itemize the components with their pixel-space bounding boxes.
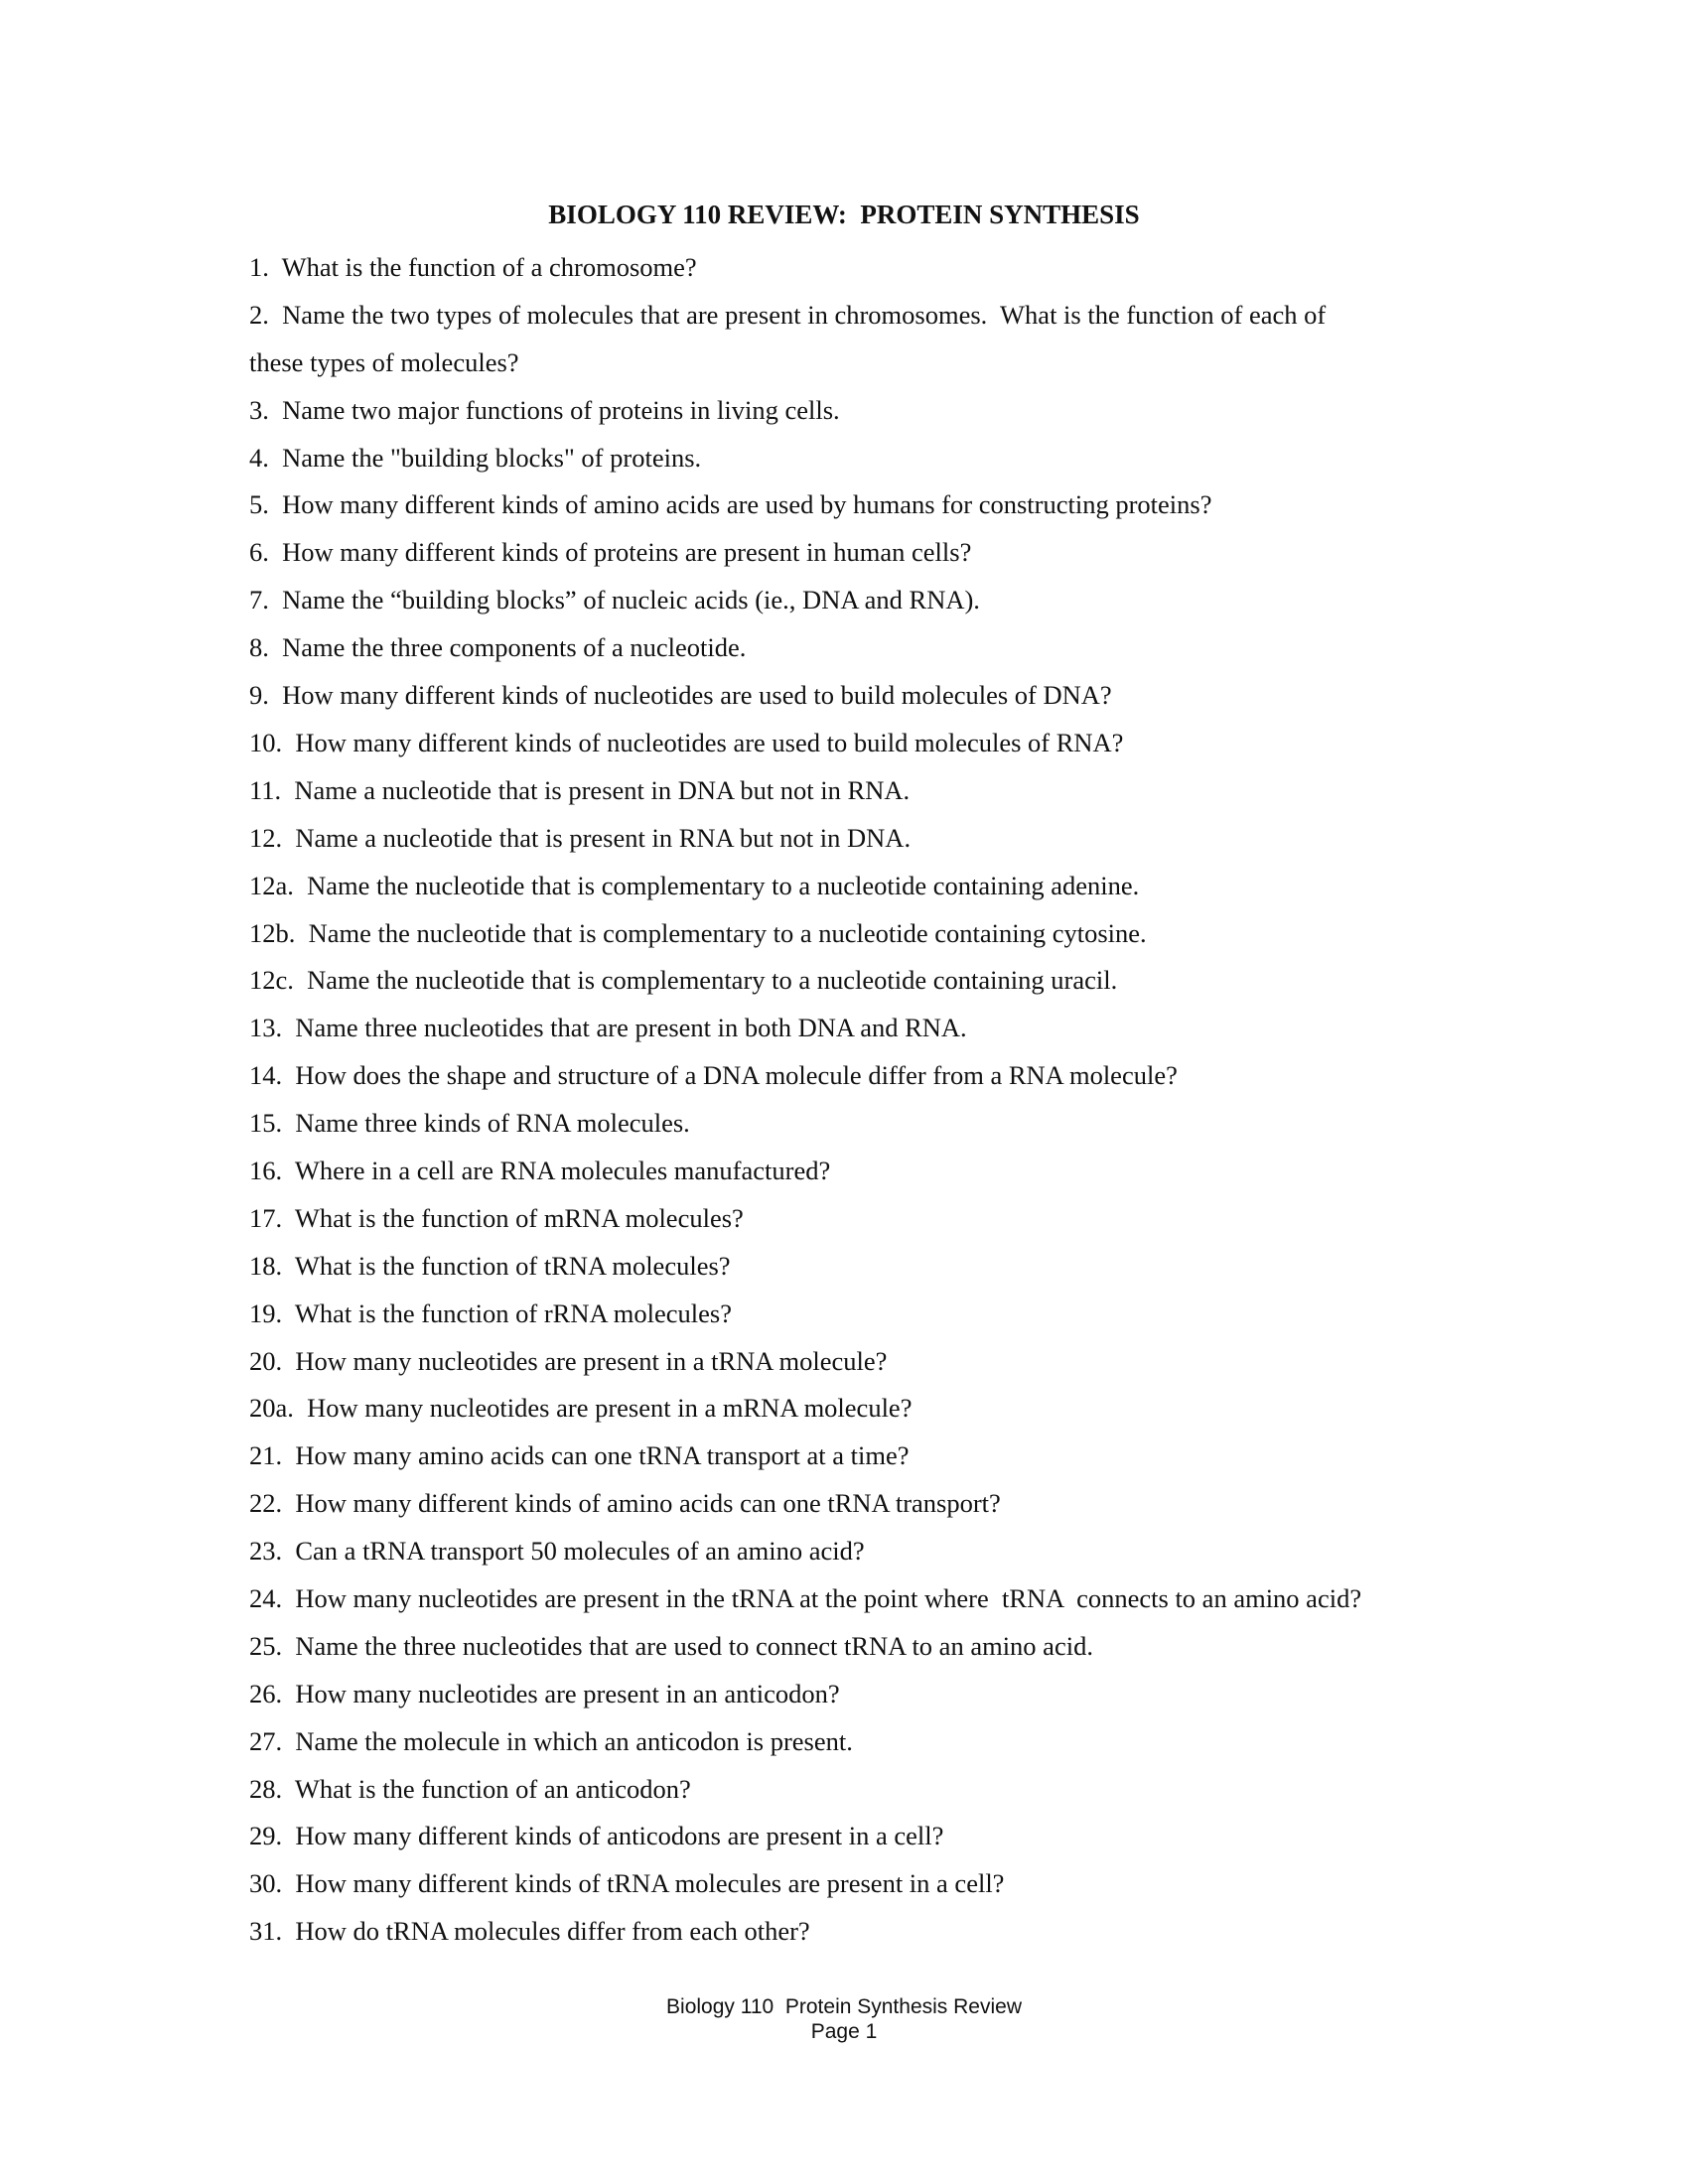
question-item xyxy=(249,1813,1490,1860)
question-number: 25. xyxy=(249,1630,283,1661)
question-item xyxy=(249,435,1490,482)
question-number: 14. xyxy=(249,1060,283,1091)
question-number: 12b. xyxy=(249,917,296,948)
question-number-gap xyxy=(281,775,294,805)
question-number-gap xyxy=(269,489,282,519)
question-number-gap xyxy=(282,1821,295,1850)
question-text xyxy=(249,1480,1490,1528)
question-number: 2. xyxy=(249,299,269,330)
question-text xyxy=(249,1005,1490,1052)
question-number: 24. xyxy=(249,1582,283,1613)
question-item xyxy=(249,1338,1490,1386)
question-number-gap xyxy=(294,965,307,995)
question-number: 20. xyxy=(249,1345,283,1376)
question-line: Name the molecule in which an anticodon is present. xyxy=(295,1725,853,1756)
question-number-gap xyxy=(269,537,282,567)
question-line: What is the function of tRNA molecules? xyxy=(294,1250,731,1281)
question-item xyxy=(249,577,1490,624)
question-line: What is the function of a chromosome? xyxy=(281,252,697,282)
question-text xyxy=(249,1243,1490,1291)
question-text xyxy=(249,387,1490,435)
question-number: 11. xyxy=(249,774,282,805)
question-line: What is the function of rRNA molecules? xyxy=(294,1297,732,1328)
question-item xyxy=(249,1148,1490,1195)
question-line: How many different kinds of amino acids are used by humans for constructing proteins? xyxy=(282,489,1212,520)
question-number-gap xyxy=(282,728,295,757)
question-text-continued xyxy=(249,340,1490,387)
question-number: 30. xyxy=(249,1868,283,1899)
question-item xyxy=(249,767,1490,815)
question-number-gap xyxy=(294,871,307,900)
question-text xyxy=(249,481,1490,529)
question-item xyxy=(249,672,1490,720)
question-item xyxy=(249,1766,1490,1814)
question-text xyxy=(249,863,1490,910)
question-line: What is the function of mRNA molecules? xyxy=(294,1202,744,1233)
question-item xyxy=(249,1575,1490,1623)
question-line: How many nucleotides are present in a tRNA molecule? xyxy=(295,1345,888,1376)
question-number-gap xyxy=(282,1298,295,1328)
question-line: Name three kinds of RNA molecules. xyxy=(295,1108,690,1139)
question-number: 10. xyxy=(249,727,283,757)
question-number: 29. xyxy=(249,1821,283,1851)
question-line: Name a nucleotide that is present in DNA but not in RNA. xyxy=(294,774,911,805)
question-line: How many nucleotides are present in the tRNA at the point where tRNA connects to an amino acid? xyxy=(295,1582,1362,1613)
question-item xyxy=(249,1908,1490,1956)
question-text xyxy=(249,529,1490,577)
question-text xyxy=(249,767,1490,815)
page-footer xyxy=(0,1994,1688,2044)
question-text xyxy=(249,720,1490,767)
footer-page-number: Page 1 xyxy=(810,2020,878,2043)
question-text xyxy=(249,577,1490,624)
question-item xyxy=(249,1433,1490,1480)
question-number: 13. xyxy=(249,1013,283,1043)
question-number-gap xyxy=(282,1156,295,1185)
question-line: Name the three components of a nucleotide. xyxy=(282,632,747,663)
question-number: 31. xyxy=(249,1916,283,1947)
question-number: 5. xyxy=(249,489,269,520)
question-item xyxy=(249,387,1490,435)
question-text xyxy=(249,910,1490,958)
question-text xyxy=(249,1623,1490,1671)
question-number: 6. xyxy=(249,537,269,568)
question-number-gap xyxy=(282,1440,295,1470)
question-line: How many different kinds of amino acids can one tRNA transport? xyxy=(295,1488,1001,1519)
question-number: 20a. xyxy=(249,1393,294,1424)
question-text xyxy=(249,1433,1490,1480)
question-item xyxy=(249,1623,1490,1671)
question-number: 19. xyxy=(249,1297,283,1328)
question-number-gap xyxy=(282,823,295,853)
question-text xyxy=(249,292,1490,340)
question-text xyxy=(249,435,1490,482)
question-line: these types of molecules? xyxy=(249,346,519,377)
question-text xyxy=(249,815,1490,863)
question-number-gap xyxy=(282,1536,295,1566)
question-line: How many different kinds of anticodons are present in a cell? xyxy=(295,1821,944,1851)
question-item xyxy=(249,1195,1490,1243)
question-line: Name three nucleotides that are present in both DNA and RNA. xyxy=(295,1013,967,1043)
question-item xyxy=(249,1100,1490,1148)
question-number-gap xyxy=(282,1774,295,1804)
question-text xyxy=(249,1052,1490,1100)
question-number: 16. xyxy=(249,1155,283,1185)
question-item xyxy=(249,1480,1490,1528)
question-line: Name a nucleotide that is present in RNA but not in DNA. xyxy=(295,822,912,853)
question-line: How many different kinds of nucleotides are used to build molecules of RNA? xyxy=(295,727,1124,757)
question-number: 3. xyxy=(249,394,269,425)
question-line: How many different kinds of tRNA molecules are present in a cell? xyxy=(295,1868,1005,1899)
question-line: Can a tRNA transport 50 molecules of an amino acid? xyxy=(295,1536,865,1567)
question-number-gap xyxy=(282,1631,295,1661)
question-number: 18. xyxy=(249,1250,283,1281)
question-text xyxy=(249,1528,1490,1575)
question-line: What is the function of an anticodon? xyxy=(294,1773,691,1804)
question-number: 9. xyxy=(249,680,269,711)
footer-course-title: Biology 110 Protein Synthesis Review xyxy=(666,1995,1022,2018)
question-item xyxy=(249,1671,1490,1718)
question-number-gap xyxy=(282,1203,295,1233)
question-item xyxy=(249,1860,1490,1908)
question-number-gap xyxy=(269,443,282,473)
question-line: Name the nucleotide that is complementary to a nucleotide containing cytosine. xyxy=(308,917,1147,948)
question-number: 27. xyxy=(249,1725,283,1756)
question-item xyxy=(249,1052,1490,1100)
question-number-gap xyxy=(282,1726,295,1756)
question-number-gap xyxy=(269,585,282,614)
question-number-gap xyxy=(282,1868,295,1898)
question-number: 8. xyxy=(249,632,269,663)
question-list xyxy=(249,244,1490,1956)
question-number-gap xyxy=(282,1916,295,1946)
question-number: 12a. xyxy=(249,870,294,900)
question-number-gap xyxy=(282,1679,295,1708)
question-number-gap xyxy=(282,1583,295,1613)
question-number-gap xyxy=(282,1346,295,1376)
question-line: How many different kinds of proteins are present in human cells? xyxy=(282,537,972,568)
question-number-gap xyxy=(269,300,282,330)
question-number-gap xyxy=(269,680,282,710)
question-item xyxy=(249,244,1490,292)
question-text xyxy=(249,1575,1490,1623)
question-item xyxy=(249,292,1490,387)
question-item xyxy=(249,1291,1490,1338)
question-text xyxy=(249,1908,1490,1956)
question-item xyxy=(249,1718,1490,1766)
question-number: 26. xyxy=(249,1678,283,1708)
page-title: BIOLOGY 110 REVIEW: PROTEIN SYNTHESIS xyxy=(548,200,1140,229)
question-item xyxy=(249,815,1490,863)
question-text xyxy=(249,1766,1490,1814)
question-number: 21. xyxy=(249,1440,283,1471)
question-line: How do tRNA molecules differ from each other? xyxy=(295,1916,810,1947)
question-number-gap xyxy=(295,918,308,948)
question-item xyxy=(249,910,1490,958)
question-number: 28. xyxy=(249,1773,283,1804)
question-number: 7. xyxy=(249,585,269,615)
question-line: Name the "building blocks" of proteins. xyxy=(282,442,702,473)
question-text xyxy=(249,1338,1490,1386)
question-item xyxy=(249,529,1490,577)
question-text xyxy=(249,1148,1490,1195)
question-line: Name two major functions of proteins in living cells. xyxy=(282,394,840,425)
question-line: Name the nucleotide that is complementary to a nucleotide containing uracil. xyxy=(307,965,1118,996)
question-number-gap xyxy=(282,1013,295,1042)
question-item xyxy=(249,1528,1490,1575)
question-number-gap xyxy=(282,1108,295,1138)
question-line: How many nucleotides are present in a mRNA molecule? xyxy=(307,1393,913,1424)
question-item xyxy=(249,1385,1490,1433)
question-text xyxy=(249,624,1490,672)
question-number-gap xyxy=(282,1488,295,1518)
question-text xyxy=(249,1718,1490,1766)
question-number: 4. xyxy=(249,442,269,473)
question-line: Name the three nucleotides that are used to connect tRNA to an amino acid. xyxy=(295,1630,1093,1661)
question-text xyxy=(249,244,1490,292)
question-text xyxy=(249,1195,1490,1243)
question-number-gap xyxy=(294,1393,307,1423)
question-number: 12c. xyxy=(249,965,294,996)
question-text xyxy=(249,1813,1490,1860)
question-line: Name the two types of molecules that are present in chromosomes. What is the function of each of xyxy=(282,299,1327,330)
question-text xyxy=(249,1100,1490,1148)
question-number-gap xyxy=(269,632,282,662)
question-number-gap xyxy=(269,395,282,425)
question-item xyxy=(249,624,1490,672)
question-line: How many different kinds of nucleotides are used to build molecules of DNA? xyxy=(282,680,1112,711)
question-text xyxy=(249,672,1490,720)
question-item xyxy=(249,863,1490,910)
question-line: How many amino acids can one tRNA transport at a time? xyxy=(295,1440,910,1471)
question-number: 1. xyxy=(249,252,269,282)
question-text xyxy=(249,1671,1490,1718)
question-number: 12. xyxy=(249,822,283,853)
question-number-gap xyxy=(282,1251,295,1281)
question-number-gap xyxy=(269,252,282,282)
question-number: 15. xyxy=(249,1108,283,1139)
question-number: 17. xyxy=(249,1202,283,1233)
question-item xyxy=(249,1005,1490,1052)
question-line: Where in a cell are RNA molecules manufactured? xyxy=(294,1155,831,1185)
question-item xyxy=(249,1243,1490,1291)
question-item xyxy=(249,481,1490,529)
question-line: How does the shape and structure of a DNA molecule differ from a RNA molecule? xyxy=(295,1060,1178,1091)
question-text xyxy=(249,1385,1490,1433)
question-text xyxy=(249,1860,1490,1908)
question-line: How many nucleotides are present in an anticodon? xyxy=(295,1678,840,1708)
question-number-gap xyxy=(282,1060,295,1090)
question-item xyxy=(249,720,1490,767)
question-text xyxy=(249,957,1490,1005)
question-number: 22. xyxy=(249,1488,283,1519)
question-line: Name the “building blocks” of nucleic acids (ie., DNA and RNA). xyxy=(282,585,980,615)
question-number: 23. xyxy=(249,1536,283,1567)
question-item xyxy=(249,957,1490,1005)
question-line: Name the nucleotide that is complementary to a nucleotide containing adenine. xyxy=(307,870,1140,900)
question-text xyxy=(249,1291,1490,1338)
